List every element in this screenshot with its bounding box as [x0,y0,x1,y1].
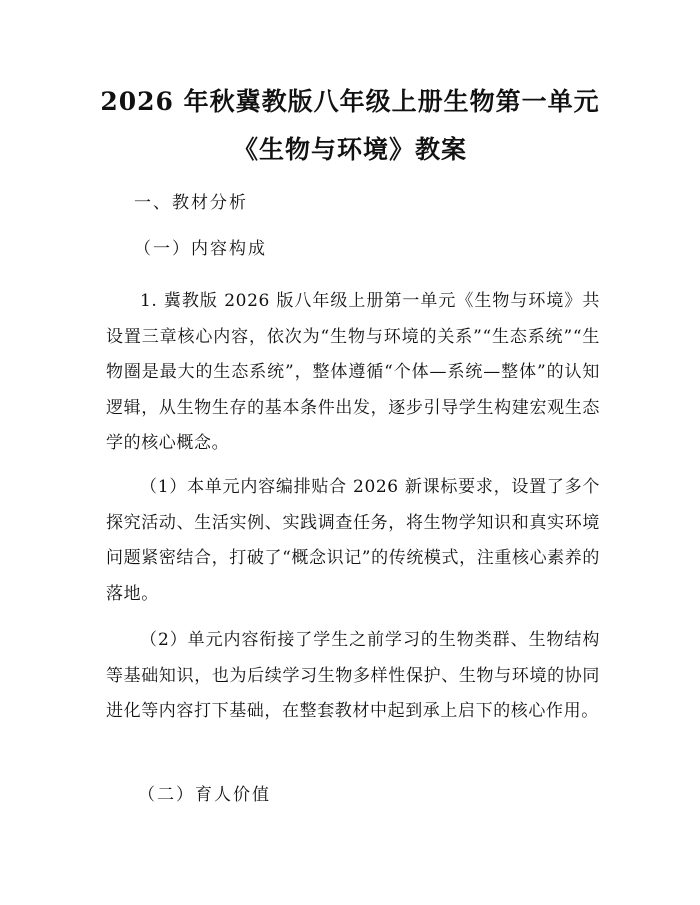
document-title-line-2: 《生物与环境》教案 [232,135,467,164]
document-title-line-1: 2026 年秋冀教版八年级上册生物第一单元 [100,87,600,116]
section-heading-textbook-analysis: 一、教材分析 [134,193,248,213]
subsection-heading-educational-value: （二）育人价值 [138,785,271,805]
paragraph-curriculum-alignment: （1）本单元内容编排贴合 2026 新课标要求，设置了多个探究活动、生活实例、实践调查任务，将生物学知识和真实环境问题紧密结合，打破了“概念识记”的传统模式，注重核心素养的落地。 [106,477,600,604]
paragraph-unit-overview: 1. 冀教版 2026 版八年级上册第一单元《生物与环境》共设置三章核心内容，依次为“生物与环境的关系”“生态系统”“生物圈是最大的生态系统”，整体遵循“个体—系统—整体”的认知逻辑，从生物生存的基本条件出发，逐步引导学生构建宏观生态学的核心概念。 [106,291,600,453]
subsection-heading-content-structure: （一）内容构成 [134,239,267,259]
paragraph-content-connection: （2）单元内容衔接了学生之前学习的生物类群、生物结构等基础知识，也为后续学习生物多样性保护、生物与环境的协同进化等内容打下基础，在整套教材中起到承上启下的核心作用。 [106,630,600,721]
